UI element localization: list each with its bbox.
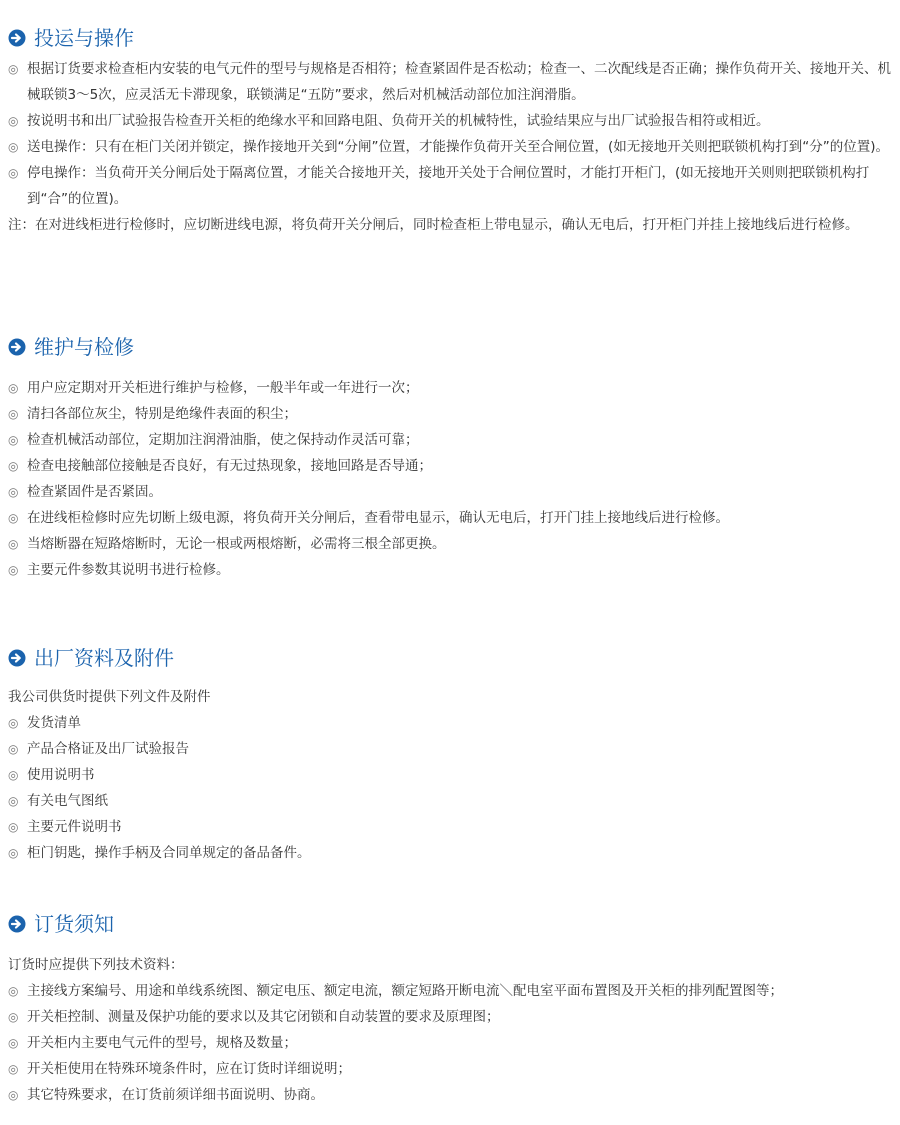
circle-arrow-right-icon <box>8 649 26 667</box>
list-item <box>8 762 896 788</box>
list-item <box>8 1004 896 1030</box>
list-item-text: 清扫各部位灰尘，特别是绝缘件表面的积尘； <box>27 406 297 422</box>
list-item-text: 开关柜内主要电气元件的型号，规格及数量； <box>27 1035 297 1051</box>
list-item-text: 根据订货要求检查柜内安装的电气元件的型号与规格是否相符；检查紧固件是否松动；检查一、二次配线是否正确；操作负荷开关、接地开关、机械联锁3～5次，应灵活无卡滞现象，联锁满足“五防”要求，然后对机械活动部位加注润滑脂。 <box>27 61 891 103</box>
list-item-text: 当熔断器在短路熔断时，无论一根或两根熔断，必需将三根全部更换。 <box>27 536 446 552</box>
list-item <box>8 505 896 531</box>
bullet-icon: ◎ <box>8 563 19 577</box>
list-item <box>8 375 896 401</box>
section-title: 订货须知 <box>34 912 114 936</box>
list-item-text: 使用说明书 <box>27 767 95 783</box>
list-item-text: 检查机械活动部位，定期加注润滑油脂，使之保持动作灵活可靠； <box>27 432 419 448</box>
item-list <box>8 56 898 212</box>
list-item <box>8 56 898 108</box>
list-item <box>8 978 896 1004</box>
item-list <box>8 978 896 1108</box>
section-title: 出厂资料及附件 <box>34 646 174 670</box>
list-item-text: 按说明书和出厂试验报告检查开关柜的绝缘水平和回路电阻、负荷开关的机械特性，试验结果应与出厂试验报告相符或相近。 <box>27 113 770 129</box>
bullet-icon: ◎ <box>8 511 19 525</box>
section-maintenance <box>8 333 896 583</box>
list-item-text: 开关柜使用在特殊环境条件时，应在订货时详细说明； <box>27 1061 351 1077</box>
list-item <box>8 1056 896 1082</box>
list-item <box>8 788 896 814</box>
list-item <box>8 1082 896 1108</box>
bullet-icon: ◎ <box>8 459 19 473</box>
list-item <box>8 557 896 583</box>
list-item <box>8 134 898 160</box>
list-item-text: 检查紧固件是否紧固。 <box>27 484 162 500</box>
item-list <box>8 375 896 583</box>
list-item-text: 检查电接触部位接触是否良好，有无过热现象，接地回路是否导通； <box>27 458 432 474</box>
section-heading <box>8 24 896 52</box>
bullet-icon: ◎ <box>8 381 19 395</box>
list-item-text: 停电操作：当负荷开关分闸后处于隔离位置，才能关合接地开关，接地开关处于合闸位置时，才能打开柜门，(如无接地开关则则把联锁机构打到“合”的位置)。 <box>27 165 870 207</box>
bullet-icon: ◎ <box>8 1088 19 1102</box>
section-operation <box>8 24 896 238</box>
list-item <box>8 108 898 134</box>
list-item <box>8 531 896 557</box>
bullet-icon: ◎ <box>8 984 19 998</box>
list-item <box>8 453 896 479</box>
circle-arrow-right-icon <box>8 338 26 356</box>
bullet-icon: ◎ <box>8 537 19 551</box>
list-item <box>8 814 896 840</box>
list-item-text: 产品合格证及出厂试验报告 <box>27 741 189 757</box>
list-item <box>8 736 896 762</box>
list-item <box>8 401 896 427</box>
bullet-icon: ◎ <box>8 820 19 834</box>
list-item-text: 在进线柜检修时应先切断上级电源，将负荷开关分闸后，查看带电显示，确认无电后，打开门挂上接地线后进行检修。 <box>27 510 729 526</box>
list-item-text: 主要元件参数其说明书进行检修。 <box>27 562 230 578</box>
list-item-text: 发货清单 <box>27 715 81 731</box>
intro-text: 订货时应提供下列技术资料： <box>8 957 184 973</box>
intro-text: 我公司供货时提供下列文件及附件 <box>8 689 211 705</box>
section-heading <box>8 644 896 672</box>
list-item <box>8 160 898 212</box>
list-item-text: 主接线方案编号、用途和单线系统图、额定电压、额定电流，额定短路开断电流＼配电室平面布置图及开关柜的排列配置图等； <box>27 983 783 999</box>
bullet-icon: ◎ <box>8 768 19 782</box>
bullet-icon: ◎ <box>8 166 19 180</box>
bullet-icon: ◎ <box>8 1036 19 1050</box>
list-item <box>8 840 896 866</box>
list-item-text: 主要元件说明书 <box>27 819 122 835</box>
section-title: 投运与操作 <box>34 26 134 50</box>
bullet-icon: ◎ <box>8 1062 19 1076</box>
circle-arrow-right-icon <box>8 915 26 933</box>
bullet-icon: ◎ <box>8 485 19 499</box>
bullet-icon: ◎ <box>8 407 19 421</box>
bullet-icon: ◎ <box>8 114 19 128</box>
bullet-icon: ◎ <box>8 433 19 447</box>
list-item <box>8 427 896 453</box>
bullet-icon: ◎ <box>8 1010 19 1024</box>
list-item <box>8 710 896 736</box>
section-heading <box>8 333 896 361</box>
bullet-icon: ◎ <box>8 140 19 154</box>
section-documents <box>8 644 896 866</box>
bullet-icon: ◎ <box>8 742 19 756</box>
section-heading <box>8 910 896 938</box>
list-item-text: 柜门钥匙，操作手柄及合同单规定的备品备件。 <box>27 845 311 861</box>
list-item-text: 其它特殊要求，在订货前须详细书面说明、协商。 <box>27 1087 324 1103</box>
list-item-text: 有关电气图纸 <box>27 793 108 809</box>
section-title: 维护与检修 <box>34 335 134 359</box>
list-item-text: 送电操作：只有在柜门关闭并锁定，操作接地开关到“分闸”位置，才能操作负荷开关至合闸位置，(如无接地开关则把联锁机构打到“分”的位置)。 <box>27 139 890 155</box>
list-item <box>8 479 896 505</box>
bullet-icon: ◎ <box>8 846 19 860</box>
list-item-text: 用户应定期对开关柜进行维护与检修，一般半年或一年进行一次； <box>27 380 419 396</box>
list-item-text: 开关柜控制、测量及保护功能的要求以及其它闭锁和自动装置的要求及原理图； <box>27 1009 500 1025</box>
bullet-icon: ◎ <box>8 716 19 730</box>
item-list <box>8 710 896 866</box>
list-item <box>8 1030 896 1056</box>
bullet-icon: ◎ <box>8 794 19 808</box>
note-text: 注：在对进线柜进行检修时，应切断进线电源，将负荷开关分闸后，同时检查柜上带电显示，确认无电后，打开柜门并挂上接地线后进行检修。 <box>8 217 859 233</box>
section-ordering <box>8 910 896 1108</box>
circle-arrow-right-icon <box>8 29 26 47</box>
bullet-icon: ◎ <box>8 62 19 76</box>
